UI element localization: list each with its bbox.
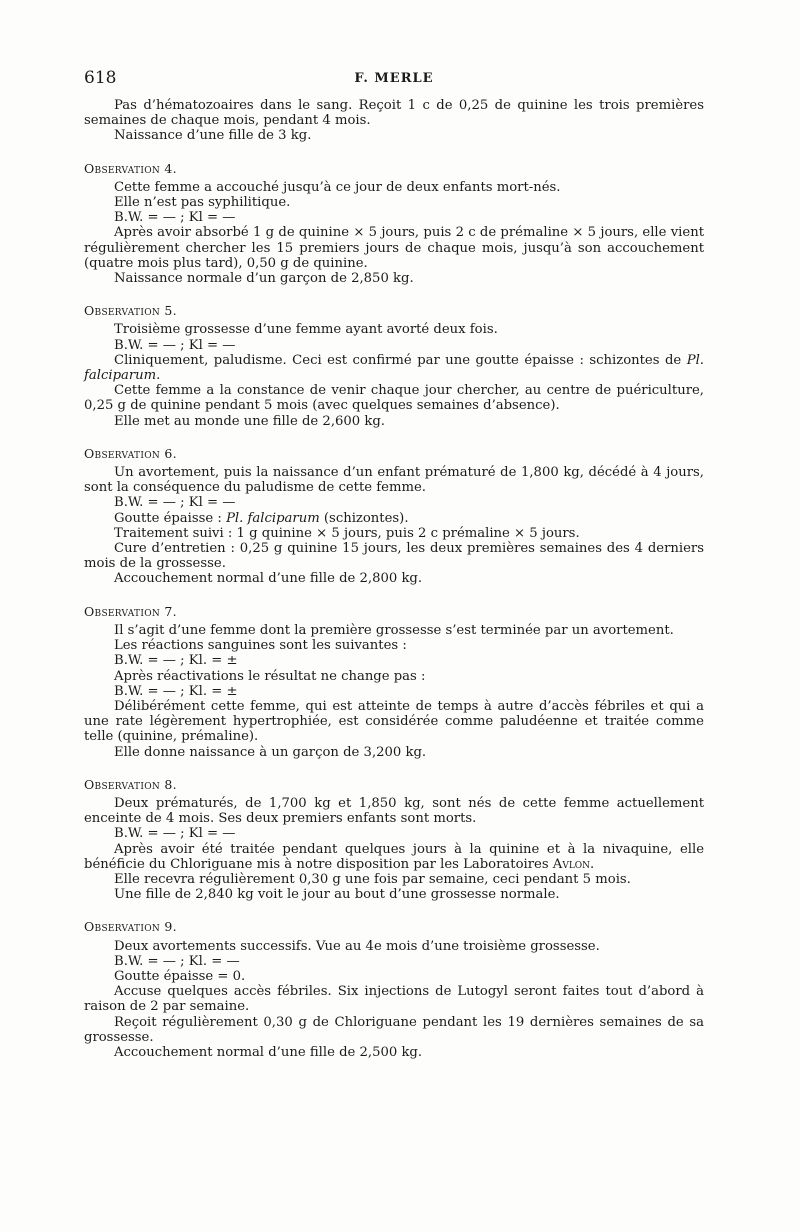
paragraph: Traitement suivi : 1 g quinine × 5 jours, puis 2 c prémaline × 5 jours. xyxy=(114,525,580,541)
paragraph-text: Goutte épaisse : xyxy=(114,510,227,526)
paragraph: Accouchement normal d’une fille de 2,500 kg. xyxy=(114,1044,423,1060)
serology-result: B.W. = — ; Kl = — xyxy=(114,337,236,353)
species-name: Pl. falciparum xyxy=(226,510,320,526)
paragraph: Les réactions sanguines sont les suivantes : xyxy=(114,638,407,654)
paragraph: Accouchement normal d’une fille de 2,800 kg. xyxy=(114,571,423,587)
observation-title: Observation 6. xyxy=(84,445,177,461)
laboratory-name: Avlon. xyxy=(552,856,595,872)
observation-4 xyxy=(84,161,704,287)
paragraph: Il s’agit d’une femme dont la première grossesse s’est terminée par un avortement. xyxy=(114,622,674,638)
serology-result: B.W. = — ; Kl. = ± xyxy=(114,683,238,699)
paragraph xyxy=(84,511,704,526)
observation-6 xyxy=(84,446,704,587)
observation-title: Observation 9. xyxy=(84,919,177,935)
paragraph: Deux avortements successifs. Vue au 4e mois d’une troisième grossesse. xyxy=(114,938,600,954)
species-name: Pl. falciparum. xyxy=(84,352,704,384)
paragraph: Naissance normale d’un garçon de 2,850 kg. xyxy=(114,271,414,287)
page-header xyxy=(84,68,704,98)
paragraph: Cette femme a accouché jusqu’à ce jour de deux enfants mort-nés. xyxy=(114,179,561,195)
paragraph-text: (schizontes). xyxy=(319,510,409,526)
paragraph: Deux prématurés, de 1,700 kg et 1,850 kg, sont nés de cette femme actuellement enceinte de 4 mois. Ses deux premiers enfants sont morts. xyxy=(84,795,704,827)
observation-5 xyxy=(84,303,704,429)
paragraph: Reçoit régulièrement 0,30 g de Chloriguane pendant les 19 dernières semaines de sa grossesse. xyxy=(84,1014,704,1045)
article-body xyxy=(84,98,704,1060)
paragraph-text: Cliniquement, paludisme. Ceci est confirmé par une goutte épaisse : schizontes de xyxy=(114,352,687,368)
intro-section xyxy=(84,98,704,144)
observation-title: Observation 7. xyxy=(84,603,177,619)
paragraph: Elle met au monde une fille de 2,600 kg. xyxy=(114,413,386,429)
paragraph: Elle n’est pas syphilitique. xyxy=(114,195,291,211)
paragraph: Délibérément cette femme, qui est atteinte de temps à autre d’accès fébriles et qui a une rate légèrement hypertrophiée, est considérée comme paludéenne et traitée comme telle (quinine, prémaline). xyxy=(84,698,704,745)
observation-9 xyxy=(84,919,704,1060)
paragraph xyxy=(84,842,704,872)
paragraph xyxy=(84,353,704,383)
page-number: 618 xyxy=(84,68,117,88)
paragraph: Troisième grossesse d’une femme ayant avorté deux fois. xyxy=(114,322,498,338)
paragraph: Cette femme a la constance de venir chaque jour chercher, au centre de puériculture, 0,25 g de quinine pendant 5 mois (avec quelques semaines d’absence). xyxy=(84,383,704,414)
paragraph-text: Après avoir été traitée pendant quelques jours à la quinine et à la nivaquine, elle bénéficie du Chloriguane mis à notre disposition par les Laboratoires xyxy=(84,841,704,872)
observation-title: Observation 5. xyxy=(84,303,177,319)
paragraph: Pas d’hématozoaires dans le sang. Reçoit 1 c de 0,25 de quinine les trois premières semaines de chaque mois, pendant 4 mois. xyxy=(84,98,704,129)
document-page xyxy=(84,68,704,1060)
paragraph: Après avoir absorbé 1 g de quinine × 5 jours, puis 2 c de prémaline × 5 jours, elle vient régulièrement chercher les 15 premiers jours de chaque mois, jusqu’à son accouchement (quatre mois plus tard), 0,50 g de quinine. xyxy=(84,225,704,271)
paragraph: Elle recevra régulièrement 0,30 g une fois par semaine, ceci pendant 5 mois. xyxy=(114,871,631,887)
serology-result: B.W. = — ; Kl = — xyxy=(114,495,236,511)
paragraph: Accuse quelques accès fébriles. Six injections de Lutogyl seront faites tout d’abord à raison de 2 par semaine. xyxy=(84,984,704,1015)
paragraph: Naissance d’une fille de 3 kg. xyxy=(114,128,312,144)
paragraph: Elle donne naissance à un garçon de 3,200 kg. xyxy=(114,744,427,760)
running-head: F. MERLE xyxy=(354,71,434,86)
serology-result: B.W. = — ; Kl. = ± xyxy=(114,653,238,669)
serology-result: B.W. = — ; Kl = — xyxy=(114,210,236,226)
observation-7 xyxy=(84,604,704,760)
observation-title: Observation 4. xyxy=(84,160,177,176)
serology-result: B.W. = — ; Kl = — xyxy=(114,826,236,842)
paragraph: Une fille de 2,840 kg voit le jour au bout d’une grossesse normale. xyxy=(114,887,560,903)
paragraph: Après réactivations le résultat ne change pas : xyxy=(114,668,426,684)
paragraph: Cure d’entretien : 0,25 g quinine 15 jours, les deux premières semaines des 4 derniers mois de la grossesse. xyxy=(84,541,704,572)
observation-8 xyxy=(84,777,704,903)
paragraph: Un avortement, puis la naissance d’un enfant prématuré de 1,800 kg, décédé à 4 jours, sont la conséquence du paludisme de cette femme. xyxy=(84,465,704,496)
observation-title: Observation 8. xyxy=(84,776,177,792)
serology-result: B.W. = — ; Kl. = — xyxy=(114,953,240,969)
paragraph: Goutte épaisse = 0. xyxy=(114,968,246,984)
